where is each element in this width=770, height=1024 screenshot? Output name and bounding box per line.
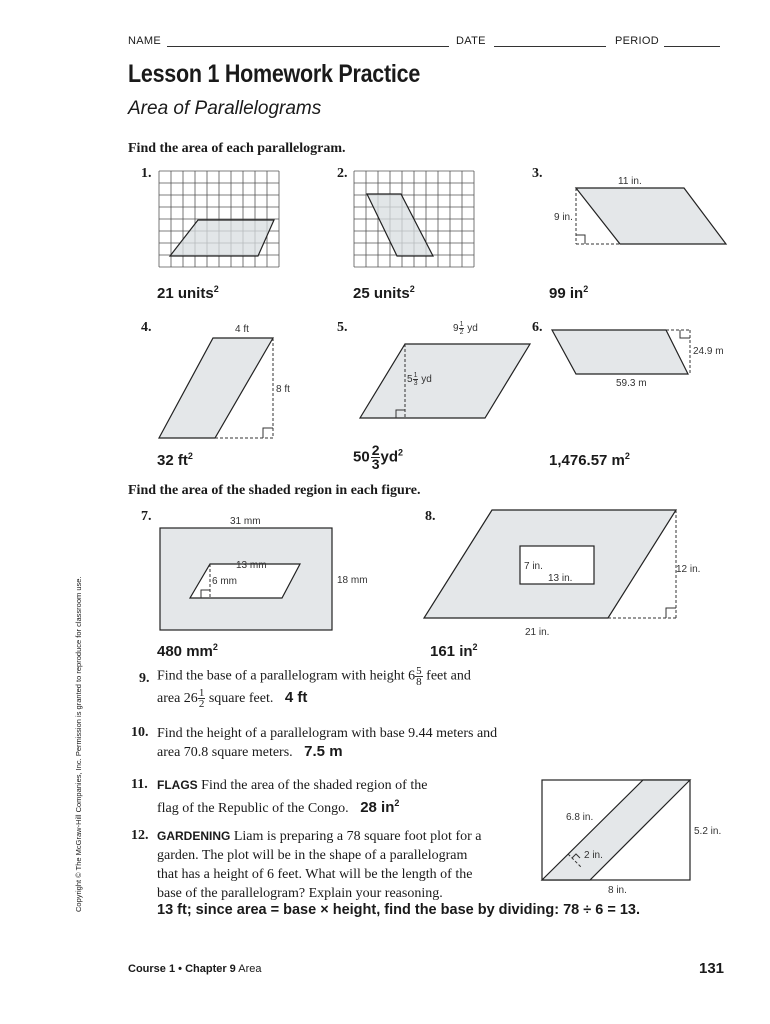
flag-diag-label: 6.8 in.	[566, 812, 594, 823]
p7-inner-width: 13 mm	[236, 560, 267, 571]
problem-4-answer: 32 $ft^2$	[157, 451, 193, 469]
q12-answer: 13 ft; since area = base × height, find the base by dividing: 78 ÷ 6 = 13.	[157, 902, 640, 918]
flag-gap-label: 2 in.	[584, 850, 603, 861]
problem-3-number: 3.	[532, 166, 543, 181]
section1-instruction: Find the area of each parallelogram.	[128, 141, 346, 156]
date-blank[interactable]	[494, 46, 606, 47]
p8-inner-height: 7 in.	[524, 561, 543, 572]
flag-height-label: 5.2 in.	[694, 826, 722, 837]
name-blank[interactable]	[167, 46, 449, 47]
problem-4-number: 4.	[141, 320, 152, 335]
p5-height-label: 5 $\frac{1}{3}$ yd	[407, 372, 432, 387]
q9-line1: Find the base of a parallelogram with height 6 $\frac{5}{8}$ feet and	[157, 665, 471, 688]
p8-base: 21 in.	[525, 627, 550, 638]
q11-answer: 28 $in^2$	[360, 798, 400, 816]
figure-7	[152, 508, 382, 638]
q12-line2: garden. The plot will be in the shape of a parallelogram	[157, 848, 468, 863]
lesson-subtitle: Area of Parallelograms	[128, 98, 322, 119]
p7-outer-width: 31 mm	[230, 516, 261, 527]
problem-8-answer: 161 $in^2$	[430, 642, 478, 660]
problem-7-number: 7.	[141, 509, 152, 524]
grid-parallelogram-2	[353, 170, 475, 270]
q10-number: 10.	[131, 725, 149, 740]
p3-base-label: 11 in.	[618, 176, 642, 187]
period-blank[interactable]	[664, 46, 720, 47]
q12-line3: that has a height of 6 feet. What will be the length of the	[157, 867, 473, 882]
problem-5-answer: 50 $\frac{2}{3}yd^2$	[353, 442, 404, 472]
q10-line1: Find the height of a parallelogram with base 9.44 meters and	[157, 726, 498, 741]
p7-outer-height: 18 mm	[337, 575, 368, 586]
p4-base-label: 4 ft	[235, 324, 249, 335]
parallelogram-5	[350, 322, 540, 422]
section2-instruction: Find the area of the shaded region in each figure.	[128, 483, 421, 498]
p6-base-label: 59.3 m	[616, 378, 647, 389]
lesson-title: Lesson 1 Homework Practice	[128, 60, 421, 88]
problem-1-number: 1.	[141, 166, 152, 181]
problem-5-number: 5.	[337, 320, 348, 335]
parallelogram-6	[550, 322, 740, 392]
q12-line4: base of the parallelogram? Explain your reasoning.	[157, 886, 443, 901]
footer-course: Course 1 • Chapter 9 Area	[128, 963, 262, 975]
figure-8	[418, 504, 718, 644]
p3-height-label: 9 in.	[554, 212, 573, 223]
q11-line1: FLAGS Find the area of the shaded region of the	[157, 778, 428, 793]
parallelogram-3	[550, 172, 730, 252]
p5-base-label: 9 $\frac{1}{2}$ yd	[453, 321, 478, 336]
q11-keyword: FLAGS	[157, 778, 198, 792]
problem-8-number: 8.	[425, 509, 436, 524]
flag-width-label: 8 in.	[608, 885, 627, 896]
period-label: PERIOD	[615, 35, 659, 47]
p8-inner-width: 13 in.	[548, 573, 573, 584]
q9-answer: 4 ft	[284, 689, 308, 706]
p6-height-label: 24.9 m	[693, 346, 724, 357]
q9-line2: area 26 $\frac{1}{2}$ square feet. 4 ft	[157, 687, 308, 711]
problem-2-answer: 25 units$^2$	[353, 284, 415, 302]
q10-answer: 7.5 m	[304, 743, 343, 760]
problem-2-number: 2.	[337, 166, 348, 181]
p4-height-label: 8 ft	[276, 384, 290, 395]
q11-number: 11.	[131, 777, 148, 792]
parallelogram-4	[155, 318, 290, 444]
q9-number: 9.	[139, 671, 150, 686]
q10-line2: area 70.8 square meters. 7.5 m	[157, 743, 343, 760]
problem-6-number: 6.	[532, 320, 543, 335]
grid-parallelogram-1	[158, 170, 280, 270]
problem-1-answer: 21 units$^2$	[157, 284, 219, 302]
q11-line2: flag of the Republic of the Congo. 28 $in^2$	[157, 798, 400, 816]
problem-6-answer: 1,476.57 $m^2$	[549, 451, 630, 469]
date-label: DATE	[456, 35, 486, 47]
copyright-notice: Copyright © The McGraw-Hill Companies, Inc. Permission is granted to reproduce for classroom use.	[74, 576, 83, 912]
problem-3-answer: 99 $in^2$	[549, 284, 589, 302]
q12-line1: GARDENING Liam is preparing a 78 square foot plot for a	[157, 829, 482, 844]
q12-number: 12.	[131, 828, 149, 843]
p7-inner-height: 6 mm	[212, 576, 237, 587]
name-label: NAME	[128, 35, 161, 47]
q12-keyword: GARDENING	[157, 829, 231, 843]
p8-height: 12 in.	[676, 564, 701, 575]
page-number: 131	[699, 960, 725, 977]
problem-7-answer: 480 $mm^2$	[157, 642, 218, 660]
congo-flag-figure	[538, 776, 728, 898]
